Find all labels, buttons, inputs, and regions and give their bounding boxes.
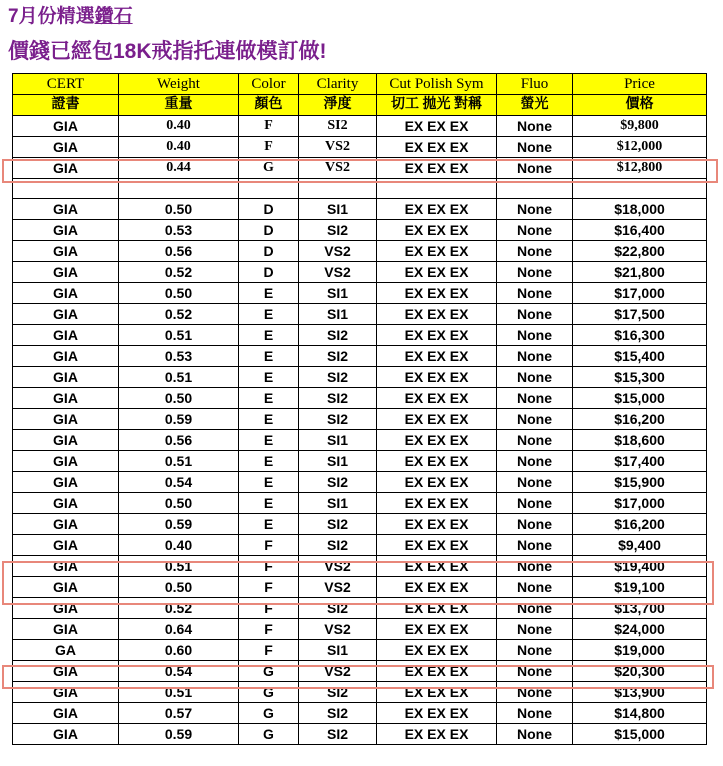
cell-cut-polish-sym: EX EX EX [377,556,497,577]
cell-weight [119,179,239,199]
cell-cert: GIA [13,283,119,304]
cell-cert: GIA [13,556,119,577]
cell-clarity: SI2 [299,388,377,409]
cell-fluo: None [497,220,573,241]
cell-price: $16,200 [573,514,707,535]
cell-weight: 0.59 [119,409,239,430]
table-row [13,598,707,619]
cell-cut-polish-sym: EX EX EX [377,409,497,430]
cell-cert: GIA [13,220,119,241]
table-row [13,430,707,451]
cell-weight: 0.51 [119,556,239,577]
cell-price: $12,800 [573,158,707,179]
cell-clarity: VS2 [299,137,377,158]
diamond-price-table [12,73,707,745]
cell-cut-polish-sym: EX EX EX [377,577,497,598]
table-row [13,241,707,262]
cell-color: G [239,724,299,745]
cell-price: $9,800 [573,116,707,137]
table-row [13,619,707,640]
cell-cert: GIA [13,598,119,619]
cell-cut-polish-sym: EX EX EX [377,682,497,703]
cell-fluo: None [497,724,573,745]
cell-cut-polish-sym: EX EX EX [377,241,497,262]
cell-weight: 0.52 [119,598,239,619]
cell-price: $19,000 [573,640,707,661]
cell-weight: 0.59 [119,514,239,535]
cell-price: $21,800 [573,262,707,283]
cell-price: $9,400 [573,535,707,556]
cell-fluo: None [497,241,573,262]
cell-weight: Weight [119,74,239,95]
cell-cert: GIA [13,116,119,137]
cell-clarity: SI2 [299,514,377,535]
cell-color: E [239,388,299,409]
cell-color: F [239,598,299,619]
cell-color: G [239,703,299,724]
cell-color: E [239,472,299,493]
cell-color: D [239,220,299,241]
cell-weight: 0.50 [119,199,239,220]
table-row [13,304,707,325]
cell-price: $19,400 [573,556,707,577]
cell-cut-polish-sym: EX EX EX [377,493,497,514]
cell-cut-polish-sym: EX EX EX [377,199,497,220]
cell-color: F [239,535,299,556]
cell-cut-polish-sym: EX EX EX [377,514,497,535]
cell-fluo: None [497,367,573,388]
cell-weight: 0.50 [119,577,239,598]
cell-cert: GIA [13,535,119,556]
cell-clarity: SI2 [299,220,377,241]
cell-cert: GIA [13,367,119,388]
table-row [13,535,707,556]
header-row-zh [13,95,707,116]
cell-clarity: VS2 [299,619,377,640]
cell-weight: 重量 [119,95,239,116]
cell-price [573,179,707,199]
cell-price: $15,400 [573,346,707,367]
cell-price: $15,900 [573,472,707,493]
cell-cert: GIA [13,451,119,472]
cell-color: G [239,682,299,703]
cell-cut-polish-sym [377,179,497,199]
cell-clarity [299,179,377,199]
cell-cert: GIA [13,262,119,283]
cell-price: $13,900 [573,682,707,703]
cell-price: $17,000 [573,283,707,304]
cell-color: D [239,241,299,262]
cell-fluo: None [497,451,573,472]
cell-price: $17,000 [573,493,707,514]
table-row [13,283,707,304]
cell-weight: 0.54 [119,661,239,682]
cell-clarity: VS2 [299,241,377,262]
cell-cut-polish-sym: EX EX EX [377,262,497,283]
cell-color: D [239,262,299,283]
cell-fluo: 螢光 [497,95,573,116]
cell-fluo: None [497,137,573,158]
cell-fluo: None [497,283,573,304]
table-row [13,220,707,241]
cell-cert: 證書 [13,95,119,116]
cell-cut-polish-sym: EX EX EX [377,619,497,640]
cell-color: F [239,116,299,137]
cell-fluo: None [497,535,573,556]
cell-color: E [239,430,299,451]
cell-cut-polish-sym: EX EX EX [377,451,497,472]
cell-fluo: None [497,577,573,598]
cell-color: F [239,137,299,158]
cell-weight: 0.40 [119,137,239,158]
cell-clarity: VS2 [299,158,377,179]
cell-fluo: None [497,430,573,451]
cell-fluo: None [497,199,573,220]
cell-clarity: SI1 [299,283,377,304]
cell-cut-polish-sym: EX EX EX [377,137,497,158]
cell-cut-polish-sym: EX EX EX [377,325,497,346]
table-row [13,262,707,283]
cell-cert: GIA [13,661,119,682]
cell-price: $15,300 [573,367,707,388]
table-row [13,514,707,535]
page-subtitle: 價錢已經包18K戒指托連做模訂做! [8,40,327,63]
cell-cert: GIA [13,724,119,745]
cell-weight: 0.51 [119,325,239,346]
cell-fluo: None [497,116,573,137]
cell-color: D [239,199,299,220]
cell-fluo: None [497,514,573,535]
table-row [13,703,707,724]
cell-weight: 0.64 [119,619,239,640]
cell-price: $18,600 [573,430,707,451]
cell-cert: GIA [13,199,119,220]
cell-cert: GIA [13,619,119,640]
table-row [13,472,707,493]
cell-clarity: VS2 [299,577,377,598]
table-row [13,199,707,220]
cell-cut-polish-sym: EX EX EX [377,535,497,556]
cell-cert: GIA [13,514,119,535]
cell-color: F [239,619,299,640]
cell-cert: GIA [13,472,119,493]
cell-weight: 0.56 [119,430,239,451]
cell-cert: CERT [13,74,119,95]
table-row [13,451,707,472]
cell-weight: 0.56 [119,241,239,262]
cell-cert: GIA [13,703,119,724]
cell-fluo: None [497,388,573,409]
cell-cut-polish-sym: EX EX EX [377,116,497,137]
cell-clarity: SI2 [299,724,377,745]
cell-clarity: VS2 [299,262,377,283]
cell-cut-polish-sym: EX EX EX [377,388,497,409]
cell-cut-polish-sym: 切工 拋光 對稱 [377,95,497,116]
cell-fluo: None [497,158,573,179]
table-row [13,661,707,682]
cell-weight: 0.51 [119,367,239,388]
cell-cert: GIA [13,304,119,325]
spacer-row [13,179,707,199]
table-row [13,388,707,409]
cell-price: $18,000 [573,199,707,220]
cell-color: Color [239,74,299,95]
cell-clarity: SI2 [299,116,377,137]
cell-cert: GIA [13,241,119,262]
table-row [13,577,707,598]
cell-cut-polish-sym: EX EX EX [377,367,497,388]
cell-price: $16,200 [573,409,707,430]
table-row [13,724,707,745]
cell-price: $19,100 [573,577,707,598]
cell-cut-polish-sym: EX EX EX [377,724,497,745]
cell-cut-polish-sym: EX EX EX [377,598,497,619]
cell-cut-polish-sym: EX EX EX [377,158,497,179]
cell-color: F [239,556,299,577]
cell-fluo: None [497,619,573,640]
cell-price: $12,000 [573,137,707,158]
cell-price: 價格 [573,95,707,116]
cell-clarity: SI2 [299,598,377,619]
cell-weight: 0.53 [119,220,239,241]
cell-cert: GIA [13,430,119,451]
cell-clarity: SI1 [299,304,377,325]
cell-clarity: SI2 [299,367,377,388]
cell-color: E [239,367,299,388]
cell-cut-polish-sym: EX EX EX [377,661,497,682]
cell-clarity: SI1 [299,430,377,451]
cell-clarity: SI2 [299,325,377,346]
cell-cert: GIA [13,577,119,598]
cell-clarity: SI2 [299,535,377,556]
cell-cert [13,179,119,199]
cell-clarity: SI1 [299,199,377,220]
cell-weight: 0.60 [119,640,239,661]
cell-fluo: None [497,682,573,703]
cell-cut-polish-sym: EX EX EX [377,346,497,367]
cell-clarity: SI2 [299,409,377,430]
cell-color: E [239,283,299,304]
cell-cert: GIA [13,493,119,514]
cell-clarity: SI2 [299,472,377,493]
page-title [8,4,133,30]
cell-fluo: None [497,346,573,367]
table-row [13,367,707,388]
cell-fluo: None [497,409,573,430]
cell-price: $15,000 [573,724,707,745]
cell-cut-polish-sym: EX EX EX [377,430,497,451]
cell-color: E [239,514,299,535]
table-row [13,346,707,367]
cell-price: $16,300 [573,325,707,346]
cell-color: F [239,577,299,598]
cell-clarity: SI1 [299,451,377,472]
cell-fluo: None [497,325,573,346]
cell-color: 顏色 [239,95,299,116]
cell-fluo: None [497,556,573,577]
title-prefix: 7月份精選 [8,6,95,27]
cell-fluo: None [497,493,573,514]
cell-price: $17,500 [573,304,707,325]
cell-color: E [239,409,299,430]
cell-fluo [497,179,573,199]
cell-color: E [239,325,299,346]
cell-price: $16,400 [573,220,707,241]
cell-cut-polish-sym: EX EX EX [377,220,497,241]
cell-weight: 0.53 [119,346,239,367]
table-row [13,158,707,179]
cell-weight: 0.50 [119,388,239,409]
cell-cut-polish-sym: EX EX EX [377,283,497,304]
cell-price: $17,400 [573,451,707,472]
table-row [13,325,707,346]
cell-fluo: None [497,598,573,619]
cell-fluo: None [497,304,573,325]
header-row-en [13,74,707,95]
cell-color: E [239,304,299,325]
cell-price: $15,000 [573,388,707,409]
cell-cut-polish-sym: EX EX EX [377,304,497,325]
cell-clarity: VS2 [299,661,377,682]
cell-price: $14,800 [573,703,707,724]
cell-weight: 0.54 [119,472,239,493]
cell-cut-polish-sym: Cut Polish Sym [377,74,497,95]
table-row [13,682,707,703]
cell-weight: 0.51 [119,682,239,703]
cell-weight: 0.51 [119,451,239,472]
cell-color: E [239,493,299,514]
cell-cut-polish-sym: EX EX EX [377,472,497,493]
table-row [13,493,707,514]
cell-weight: 0.40 [119,116,239,137]
cell-weight: 0.52 [119,262,239,283]
cell-weight: 0.50 [119,283,239,304]
cell-cert: GA [13,640,119,661]
cell-fluo: None [497,262,573,283]
cell-cert: GIA [13,388,119,409]
cell-clarity: SI1 [299,493,377,514]
cell-clarity: SI1 [299,640,377,661]
cell-weight: 0.52 [119,304,239,325]
cell-cert: GIA [13,346,119,367]
table-row [13,556,707,577]
cell-clarity: SI2 [299,703,377,724]
cell-price: $24,000 [573,619,707,640]
cell-weight: 0.50 [119,493,239,514]
cell-clarity: SI2 [299,682,377,703]
cell-clarity: Clarity [299,74,377,95]
cell-color: G [239,158,299,179]
cell-price: Price [573,74,707,95]
cell-cut-polish-sym: EX EX EX [377,640,497,661]
cell-color: F [239,640,299,661]
cell-cert: GIA [13,158,119,179]
cell-weight: 0.57 [119,703,239,724]
cell-price: $20,300 [573,661,707,682]
cell-fluo: None [497,703,573,724]
table-row [13,409,707,430]
cell-color [239,179,299,199]
cell-color: G [239,661,299,682]
cell-cert: GIA [13,682,119,703]
cell-clarity: VS2 [299,556,377,577]
cell-fluo: None [497,640,573,661]
cell-cert: GIA [13,409,119,430]
cell-cert: GIA [13,137,119,158]
table-row [13,116,707,137]
cell-cut-polish-sym: EX EX EX [377,703,497,724]
cell-fluo: Fluo [497,74,573,95]
cell-price: $13,700 [573,598,707,619]
cell-fluo: None [497,472,573,493]
cell-weight: 0.40 [119,535,239,556]
cell-fluo: None [497,661,573,682]
cell-price: $22,800 [573,241,707,262]
cell-clarity: 淨度 [299,95,377,116]
table-row [13,137,707,158]
cell-color: E [239,346,299,367]
cell-weight: 0.44 [119,158,239,179]
title-underlined: 鑽石 [94,6,133,27]
cell-color: E [239,451,299,472]
cell-clarity: SI2 [299,346,377,367]
cell-cert: GIA [13,325,119,346]
cell-weight: 0.59 [119,724,239,745]
table-row [13,640,707,661]
